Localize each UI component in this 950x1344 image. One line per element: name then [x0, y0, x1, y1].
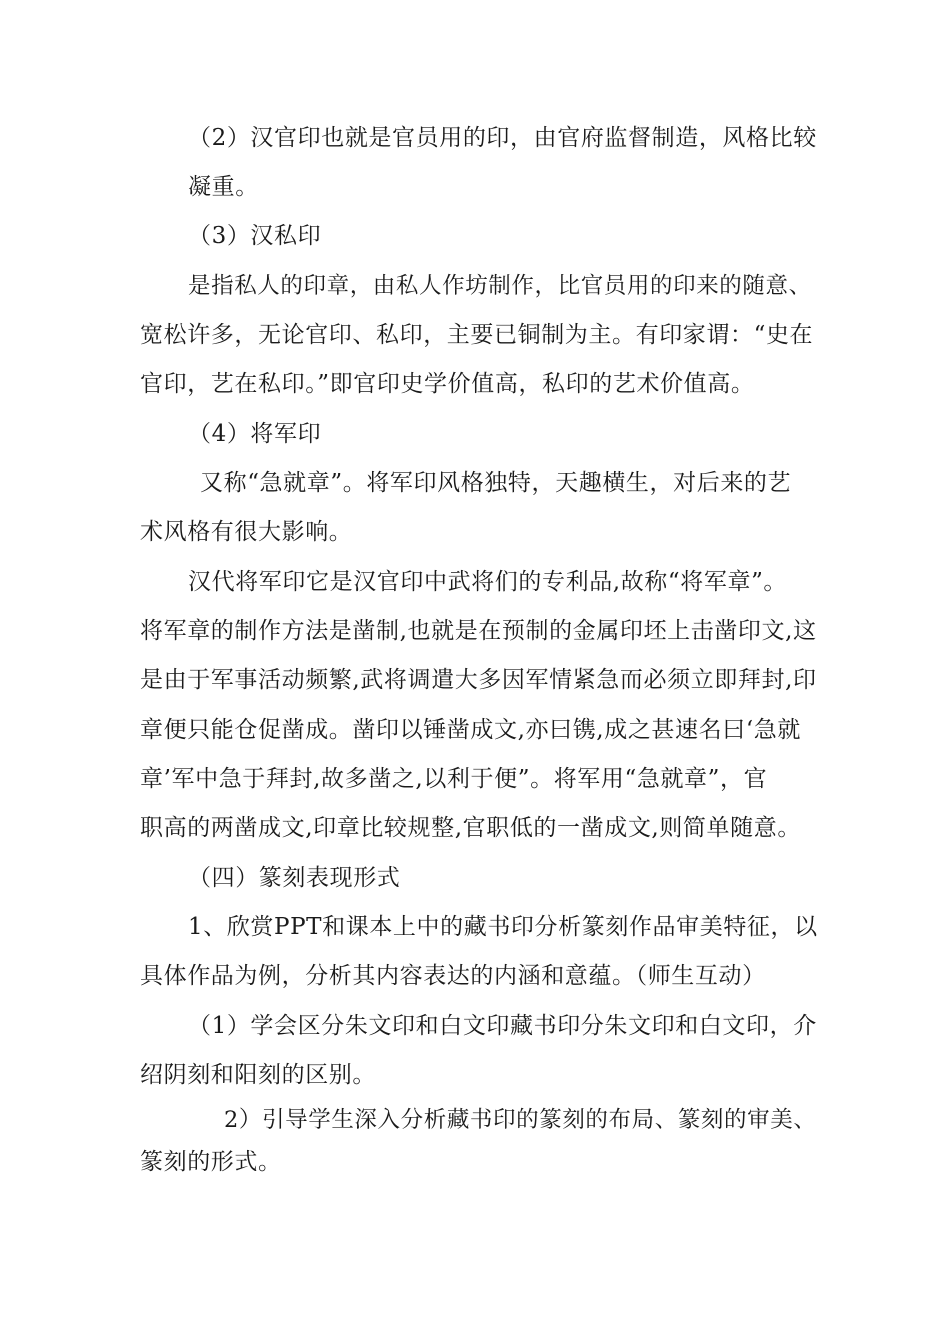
- text-line: 2）引导学生深入分析藏书印的篆刻的布局、篆刻的审美、: [224, 1107, 817, 1133]
- text-line: 凝重。: [188, 174, 259, 200]
- text-line: （2）汉官印也就是官员用的印，由官府监督制造，风格比较: [188, 125, 817, 151]
- section-heading: （3）汉私印: [188, 223, 322, 249]
- text-line: 篆刻的形式。: [140, 1149, 282, 1175]
- text-line: 将军章的制作方法是凿制,也就是在预制的金属印坯上击凿印文,这: [140, 618, 817, 644]
- text-line: 具体作品为例，分析其内容表达的内涵和意蕴。（师生互动）: [140, 963, 766, 989]
- text-line: 绍阴刻和阳刻的区别。: [140, 1062, 376, 1088]
- text-line: 章便只能仓促凿成。凿印以锤凿成文,亦曰镌,成之甚速名曰‘急就: [140, 717, 801, 743]
- text-line: 术风格有很大影响。: [140, 519, 353, 545]
- text-line: 是由于军事活动频繁,武将调遣大多因军情紧急而必须立即拜封,印: [140, 667, 817, 693]
- section-heading: （四）篆刻表现形式: [188, 865, 401, 891]
- text-line: 又称“急就章”。将军印风格独特，天趣横生，对后来的艺: [200, 470, 792, 496]
- text-line: （1）学会区分朱文印和白文印藏书印分朱文印和白文印，介: [188, 1013, 817, 1039]
- text-line: 1、欣赏PPT和课本上中的藏书印分析篆刻作品审美特征，以: [188, 914, 818, 940]
- text-line: 职高的两凿成文,印章比较规整,官职低的一凿成文,则简单随意。: [140, 815, 801, 841]
- text-line: 官印，艺在私印。”即官印史学价值高，私印的艺术价值高。: [140, 371, 755, 397]
- text-line: 是指私人的印章，由私人作坊制作，比官员用的印来的随意、: [188, 273, 812, 299]
- text-line: 宽松许多，无论官印、私印，主要已铜制为主。有印家谓：“史在: [140, 322, 814, 348]
- section-heading: （4）将军印: [188, 421, 322, 447]
- text-line: 章’军中急于拜封,故多凿之,以利于便”。将军用“急就章”，官: [140, 766, 768, 792]
- text-line: 汉代将军印它是汉官印中武将们的专利品,故称“将军章”。: [188, 569, 788, 595]
